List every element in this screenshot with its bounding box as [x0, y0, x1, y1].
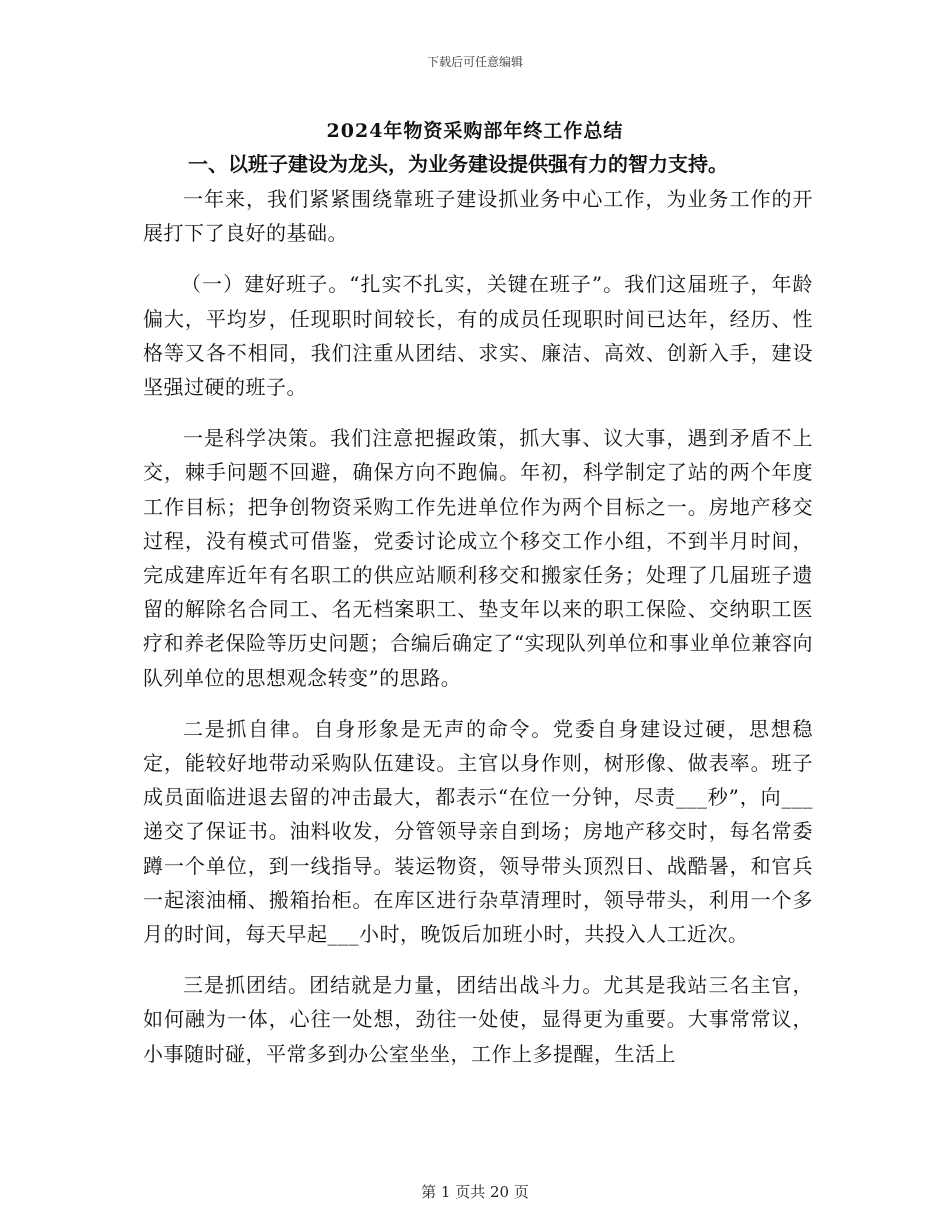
document-title: 2024年物资采购部年终工作总结	[326, 120, 624, 142]
paragraph-self-discipline: 二是抓自律。自身形象是无声的命令。党委自身建设过硬，思想稳定，能较好地带动采购队伍建设。主官以身作则，树形像、做表率。班子成员面临进退去留的冲击最大，都表示“在位一分钟，尽责___秒”，向___递交了保证书。油料收发，分管领导亲自到场；房地产移交时，每名常委蹲一个单位，到一线指导。装运物资，领导带头顶烈日、战酷暑，和官兵一起滚油桶、搬箱抬柜。在库区进行杂草清理时，领导带头，利用一个多月的时间，每天早起___小时，晚饭后加班小时，共投入人工近次。	[143, 716, 813, 947]
paragraph-decision: 一是科学决策。我们注意把握政策，抓大事、议大事，遇到矛盾不上交，棘手问题不回避，确保方向不跑偏。年初，科学制定了站的两个年度工作目标；把争创物资采购工作先进单位作为两个目标之一。房地产移交过程，没有模式可借鉴，党委讨论成立个移交工作小组，不到半月时间，完成建库近年有名职工的供应站顺利移交和搬家任务；处理了几届班子遗留的解除名合同工、名无档案职工、垫支年以来的职工保险、交纳职工医疗和养老保险等历史问题；合编后确定了“实现队列单位和事业单位兼容向队列单位的思想观念转变”的思路。	[143, 426, 813, 690]
section-heading: 一、以班子建设为龙头，为业务建设提供强有力的智力支持。	[188, 152, 728, 176]
document-body	[143, 182, 813, 1071]
page-footer: 第 1 页共 20 页	[421, 1183, 529, 1201]
paragraph-intro: 一年来，我们紧紧围绕靠班子建设抓业务中心工作，为业务工作的开展打下了良好的基础。	[143, 187, 813, 246]
paragraph-unity: 三是抓团结。团结就是力量，团结出战斗力。尤其是我站三名主官，如何融为一体，心往一处想，劲往一处使，显得更为重要。大事常常议，小事随时碰，平常多到办公室坐坐，工作上多提醒，生活上	[143, 973, 813, 1066]
header-note: 下载后可任意编辑	[426, 55, 523, 69]
paragraph-build-team: （一）建好班子。“扎实不扎实，关键在班子”。我们这届班子，年龄偏大，平均岁，任现职时间较长，有的成员任现职时间已达年，经历、性格等又各不相同，我们注重从团结、求实、廉洁、高效、创新入手，建设坚强过硬的班子。	[143, 272, 813, 400]
